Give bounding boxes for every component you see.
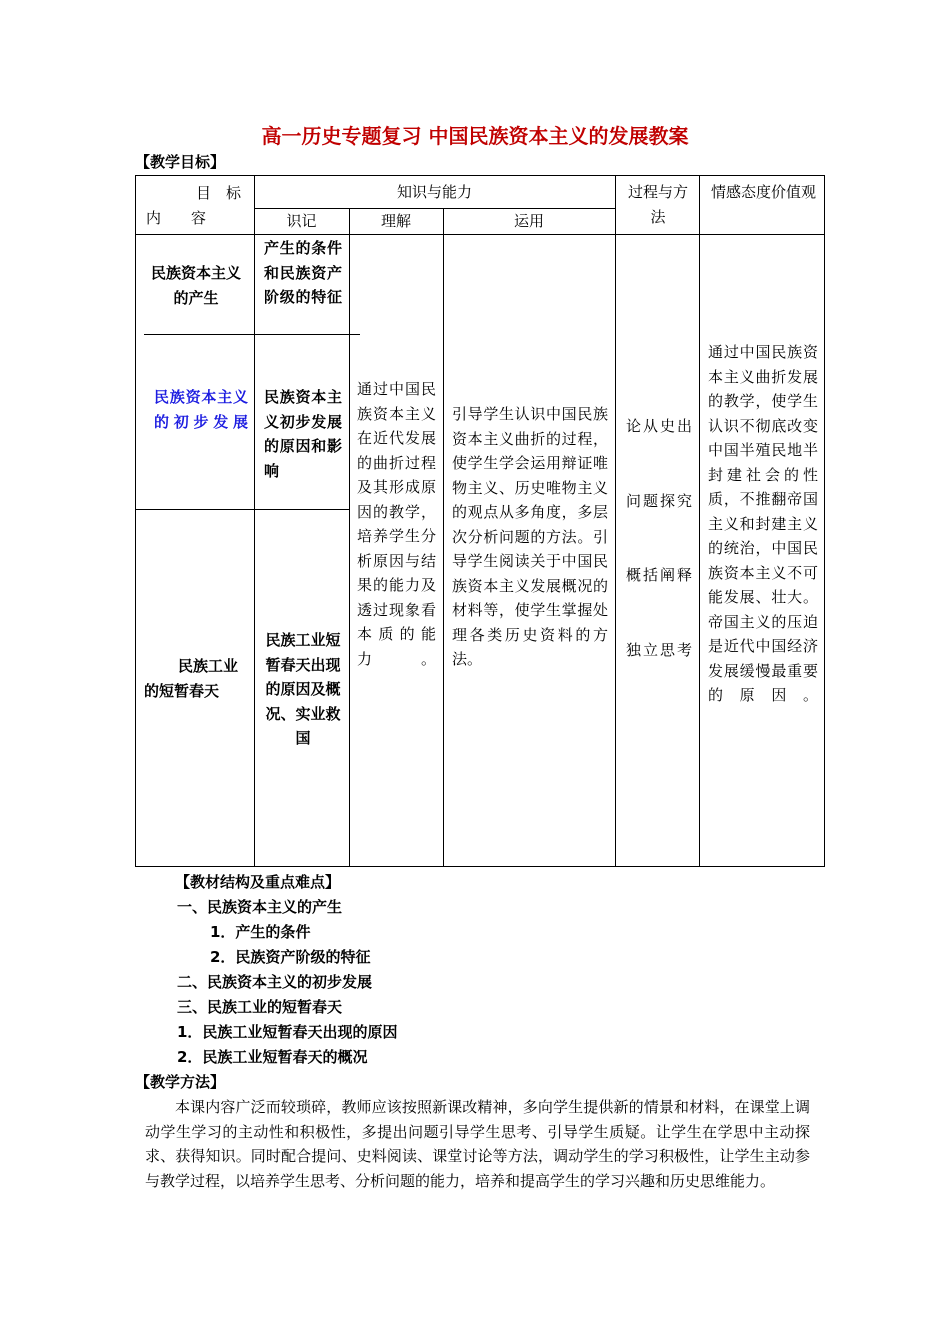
process-item: 问题探究: [626, 492, 692, 510]
outline-item: 1．民族工业短暂春天出现的原因: [177, 1023, 398, 1041]
table-divider: [136, 234, 825, 235]
row-content-brief-spring: 民族工业的短暂春天: [144, 657, 239, 700]
process-item: 概括阐释: [626, 566, 692, 584]
outline-item: 一、民族资本主义的产生: [177, 898, 343, 916]
table-divider: [144, 334, 360, 335]
header-goal-label: 目 标: [196, 184, 242, 202]
header-content-label: 内 容: [146, 209, 207, 227]
outline-item: 三、民族工业的短暂春天: [177, 998, 343, 1016]
process-item: 独立思考: [626, 641, 692, 659]
header-recall: 识记: [286, 212, 317, 230]
section-methods-heading: 【教学方法】: [135, 1073, 226, 1091]
outline-item: 1．产生的条件: [210, 923, 311, 941]
table-divider: [699, 176, 700, 867]
process-item: 论从史出: [626, 417, 692, 435]
table-divider: [615, 176, 616, 867]
header-values: 情感态度价值观: [710, 183, 816, 201]
outline-item: 2．民族资产阶级的特征: [210, 948, 371, 966]
header-apply: 运用: [513, 212, 544, 230]
row-content-initial-development: 民族资本主义的初步发展: [154, 388, 248, 431]
section-objectives-heading: 【教学目标】: [135, 153, 226, 171]
methods-paragraph: 本课内容广泛而较琐碎，教师应该按照新课改精神，多向学生提供新的情景和材料，在课堂上调动学生学习的主动性和积极性，多提出问题引导学生思考、引导学生质疑。让学生在学思中主动探求、获得知识。同时配合提问、史料阅读、课堂讨论等方法，调动学生的学习积极性，让学生主动参与教学过程，以培养学生思考、分析问题的能力，培养和提高学生的学习兴趣和历史思维能力。: [145, 1098, 810, 1190]
outline-item: 2．民族工业短暂春天的概况: [177, 1048, 368, 1066]
section-structure-heading: 【教材结构及重点难点】: [175, 873, 341, 891]
page-title: 高一历史专题复习 中国民族资本主义的发展教案: [261, 124, 689, 148]
header-understand: 理解: [380, 212, 411, 230]
row-recall-brief-spring: 民族工业短暂春天出现的原因及概况、实业救国: [265, 631, 341, 747]
table-divider: [136, 509, 349, 510]
objectives-table: [135, 175, 825, 867]
row-content-emergence: 民族资本主义的产生: [150, 264, 241, 307]
header-process-method: 过程与方法: [627, 183, 688, 226]
row-recall-emergence: 产生的条件和民族资产阶级的特征: [264, 239, 342, 306]
row-recall-initial-development: 民族资本主义初步发展的原因和影响: [264, 388, 342, 480]
table-divider: [254, 176, 255, 867]
header-knowledge-ability: 知识与能力: [396, 183, 472, 201]
table-divider: [349, 208, 350, 867]
understand-text: 通过中国民族资本主义在近代发展的曲折过程及其形成原因的教学，培养学生分析原因与结果的能力及透过现象看本质的能力。: [357, 380, 436, 668]
values-text: 通过中国民族资本主义曲折发展的教学，使学生认识不彻底改变中国半殖民地半封建社会的性质，不推翻帝国主义和封建主义的统治，中国民族资本主义不可能发展、壮大。帝国主义的压迫是近代中国经济发展缓慢最重要的原因。: [708, 343, 818, 704]
table-divider: [443, 208, 444, 867]
apply-text: 引导学生认识中国民族资本主义曲折的过程，使学生学会运用辩证唯物主义、历史唯物主义的观点从多角度，多层次分析问题的方法。引导学生阅读关于中国民族资本主义发展概况的材料等，使学生掌握处理各类历史资料的方法。: [452, 405, 608, 668]
outline-item: 二、民族资本主义的初步发展: [177, 973, 373, 991]
